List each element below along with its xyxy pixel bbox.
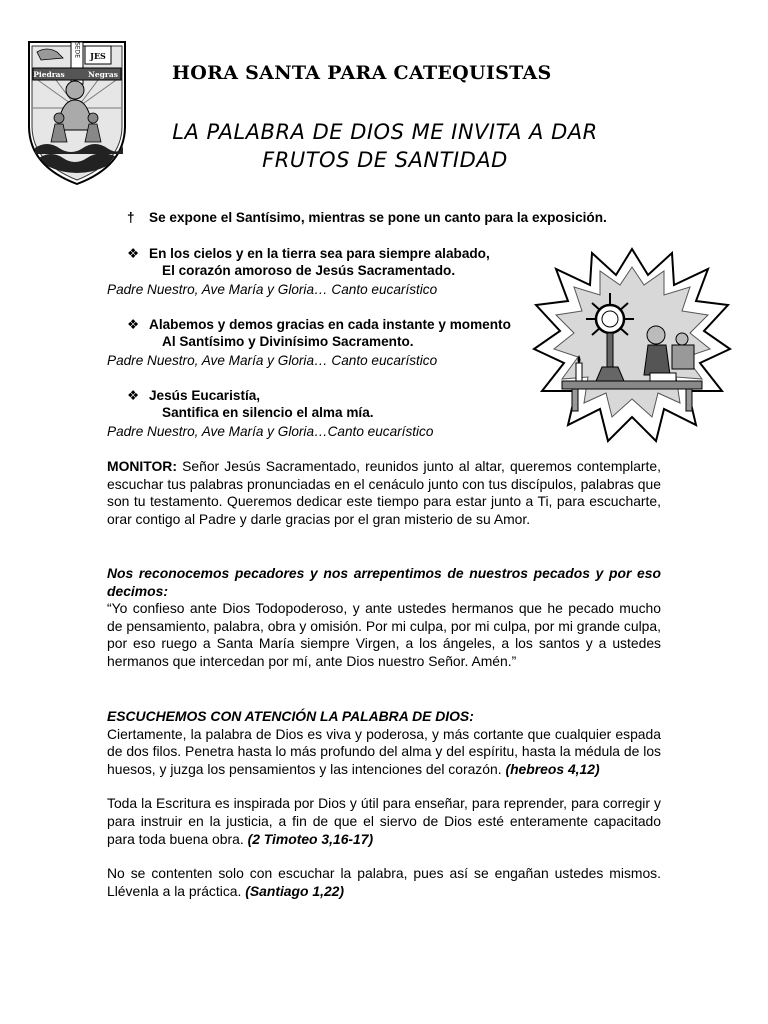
- praise-1-line-1: [127, 245, 490, 262]
- word-p3-text: No se contenten solo con escuchar la palabra, pues así se engañan ustedes mismos. Llévenla a la práctica.: [107, 865, 661, 899]
- word-p2-reference: (2 Timoteo 3,16-17): [247, 830, 374, 847]
- logo-sede-text: SEDE: [73, 41, 81, 59]
- monitor-label: MONITOR:: [107, 458, 177, 474]
- praise-2-text-1: Alabemos y demos gracias en cada instante y momento: [149, 317, 511, 332]
- praise-3-line-2: Santifica en silencio el alma mía.: [162, 405, 374, 420]
- diamond-bullet-icon: ❖: [127, 317, 140, 332]
- prayer-2: Padre Nuestro, Ave María y Gloria… Canto eucarístico: [107, 353, 438, 368]
- monstrance-illustration: [532, 245, 732, 445]
- subtitle-line-1: LA PALABRA DE DIOS ME INVITA A DAR: [172, 120, 598, 144]
- word-paragraph-3: [107, 865, 661, 900]
- word-p1-text: Ciertamente, la palabra de Dios es viva y poderosa, y más cortante que cualquier espada de dos filos. Penetra hasta lo más profundo del alma y del espíritu, hasta la médula de los huesos, y juzga los pensamientos y las intenciones del corazón.: [107, 725, 661, 777]
- monitor-text: Señor Jesús Sacramentado, reunidos junto al altar, queremos contemplarte, escuchar tus palabras pronunciadas en el cenáculo junto con tus discípulos, palabras que son tu testamento. Queremos dedicar este tiempo para estar junto a Ti, para escucharte, orar contigo al Padre y darle gracias por el gran misterio de su Amor.: [107, 458, 662, 527]
- parish-logo: [27, 38, 127, 186]
- word-p3-reference: (Santiago 1,22): [245, 882, 345, 899]
- praise-2-line-2: Al Santísimo y Divinísimo Sacramento.: [162, 334, 414, 349]
- word-p2-text: Toda la Escritura es inspirada por Dios y útil para enseñar, para reprender, para corregir y para instruir en la justicia, a fin de que el siervo de Dios esté enteramente capacitado para toda buena obra.: [107, 795, 661, 847]
- word-p1-reference: (hebreos 4,12): [505, 760, 600, 777]
- word-paragraph-2: [107, 795, 661, 848]
- logo-banner-right: Negras: [88, 70, 118, 79]
- prayer-1: Padre Nuestro, Ave María y Gloria… Canto eucarístico: [107, 282, 438, 297]
- cross-icon: †: [127, 210, 135, 225]
- page-subtitle: [120, 118, 650, 174]
- exposition-text: Se expone el Santísimo, mientras se pone un canto para la exposición.: [149, 210, 607, 225]
- word-heading: ESCUCHEMOS CON ATENCIÓN LA PALABRA DE DIOS:: [107, 708, 474, 724]
- word-paragraph-1: [107, 726, 661, 779]
- praise-1-text-1: En los cielos y en la tierra sea para siempre alabado,: [149, 246, 490, 261]
- diamond-bullet-icon: ❖: [127, 388, 140, 403]
- page-title: HORA SANTA PARA CATEQUISTAS: [172, 62, 552, 84]
- confession-heading: Nos reconocemos pecadores y nos arrepentimos de nuestros pecados y por eso decimos:: [107, 565, 661, 599]
- praise-3-line-1: [127, 387, 260, 404]
- confession-text: “Yo confieso ante Dios Todopoderoso, y ante ustedes hermanos que he pecado mucho de pensamiento, palabra, obra y omisión. Por mi culpa, por mi culpa, por mi grande culpa, por eso ruego a Santa María siempre Virgen, a los ángeles, a los santos y a ustedes hermanos que intercedan por mí, ante Dios nuestro Señor. Amén.”: [107, 600, 661, 669]
- logo-banner-left: Piedras: [33, 70, 65, 79]
- logo-jes-text: JES: [90, 51, 106, 61]
- exposition-line: [127, 209, 607, 226]
- word-section: [107, 708, 661, 900]
- prayer-3: Padre Nuestro, Ave María y Gloria…Canto eucarístico: [107, 424, 434, 439]
- praise-2-line-1: [127, 316, 511, 333]
- praise-3-text-1: Jesús Eucaristía,: [149, 388, 261, 403]
- praise-1-line-2: El corazón amoroso de Jesús Sacramentado.: [162, 263, 456, 278]
- confession-section: [107, 565, 661, 671]
- subtitle-line-2: FRUTOS DE SANTIDAD: [262, 148, 508, 172]
- diamond-bullet-icon: ❖: [127, 246, 140, 261]
- monitor-paragraph: [107, 458, 661, 528]
